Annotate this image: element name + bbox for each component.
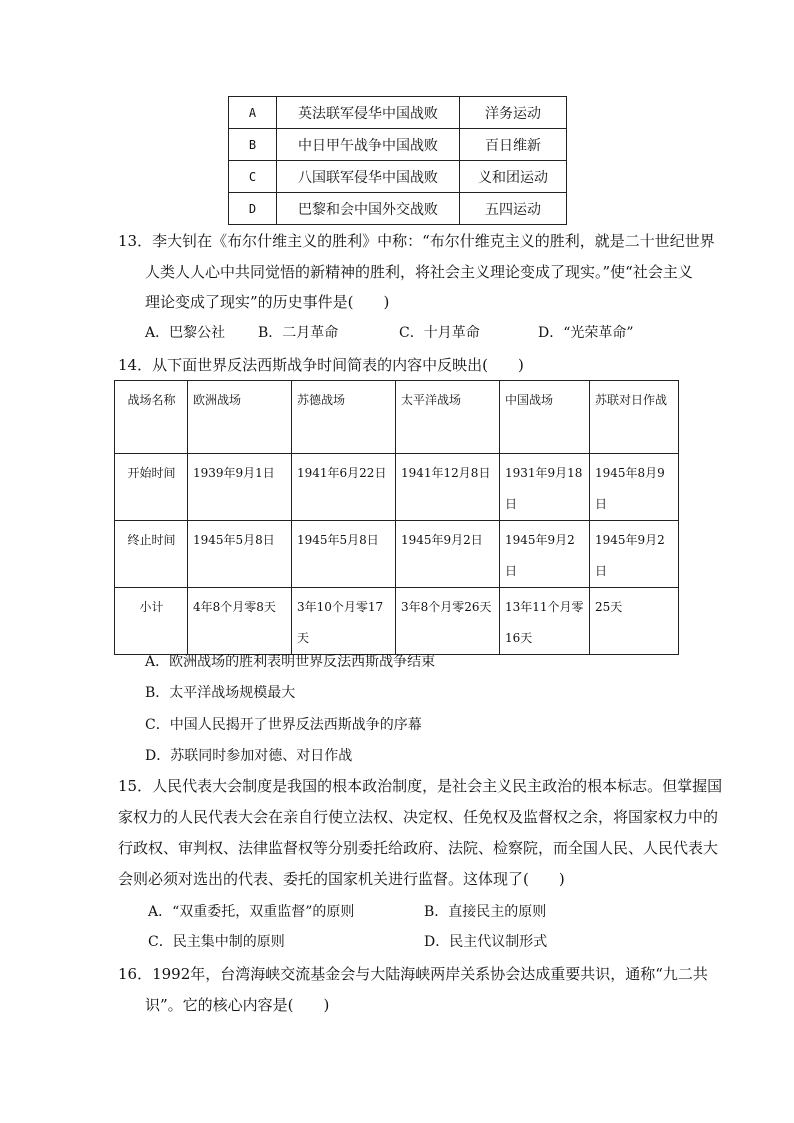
q13-stem-line2: 人类人人心中共同觉悟的新精神的胜利，将社会主义理论变成了现实。”使“社会主义	[145, 263, 693, 281]
q16-stem-line2: 识”。它的核心内容是( )	[145, 996, 330, 1014]
table-row	[115, 588, 679, 655]
movement-cell: 百日维新	[460, 129, 567, 161]
table-header-row	[115, 381, 679, 454]
table-cell: 1945年9月2日	[590, 521, 679, 588]
q13-stem-line1: 13．李大钊在《布尔什维主义的胜利》中称：“布尔什维克主义的胜利，就是二十世纪世界	[118, 232, 715, 250]
option-letter: A	[229, 97, 277, 129]
table-row	[115, 521, 679, 588]
table-cell: 1939年9月1日	[188, 454, 292, 521]
q14-stem: 14．从下面世界反法西斯战争时间简表的内容中反映出( )	[118, 356, 524, 374]
option-letter: D	[229, 193, 277, 225]
event-cell: 英法联军侵华中国战败	[277, 97, 460, 129]
q15-stem-line4: 会则必须对选出的代表、委托的国家机关进行监督。这体现了( )	[118, 870, 565, 888]
movement-cell: 义和团运动	[460, 161, 567, 193]
table-row	[115, 454, 679, 521]
q16-stem-line1: 16．1992年，台湾海峡交流基金会与大陆海峡两岸关系协会达成重要共识，通称“九二共	[118, 965, 708, 983]
table-cell: 1945年9月2日	[396, 521, 500, 588]
table-cell: 1945年8月9日	[590, 454, 679, 521]
q15-stem-line2: 家权力的人民代表大会在亲自行使立法权、决定权、任免权及监督权之余，将国家权力中的	[118, 808, 719, 826]
q15-stem-line1: 15．人民代表大会制度是我国的根本政治制度，是社会主义民主政治的根本标志。但掌握国	[118, 777, 723, 795]
event-cell: 巴黎和会中国外交战败	[277, 193, 460, 225]
q13-option-b[interactable]: B．二月革命	[258, 325, 339, 341]
table-row	[229, 129, 567, 161]
q13-option-c[interactable]: C．十月革命	[399, 325, 480, 341]
q15-stem-line3: 行政权、审判权、法律监督权等分别委托给政府、法院、检察院，而全国人民、人民代表大	[118, 839, 719, 857]
q15-option-d[interactable]: D．民主代议制形式	[424, 934, 548, 950]
header-cell: 欧洲战场	[188, 381, 292, 454]
q13-stem-line3: 理论变成了现实”的历史事件是( )	[145, 293, 390, 311]
options-table	[228, 96, 567, 225]
table-row	[229, 161, 567, 193]
option-letter: C	[229, 161, 277, 193]
q15-option-c[interactable]: C．民主集中制的原则	[148, 934, 285, 950]
event-cell: 中日甲午战争中国战败	[277, 129, 460, 161]
q14-option-c[interactable]: C．中国人民揭开了世界反法西斯战争的序幕	[145, 717, 422, 733]
q13-option-d[interactable]: D．“光荣革命”	[538, 325, 634, 341]
movement-cell: 五四运动	[460, 193, 567, 225]
header-cell: 战场名称	[115, 381, 188, 454]
q13-option-a[interactable]: A．巴黎公社	[145, 325, 226, 341]
q14-option-a[interactable]: A．欧洲战场的胜利表明世界反法西斯战争结束	[145, 654, 436, 670]
header-cell: 苏德战场	[292, 381, 396, 454]
table-cell: 13年11个月零16天	[500, 588, 590, 655]
header-cell: 中国战场	[500, 381, 590, 454]
row-label: 开始时间	[115, 454, 188, 521]
header-cell: 太平洋战场	[396, 381, 500, 454]
table-cell: 4年8个月零8天	[188, 588, 292, 655]
q14-option-b[interactable]: B．太平洋战场规模最大	[145, 685, 296, 701]
q14-option-d[interactable]: D．苏联同时参加对德、对日作战	[145, 748, 353, 764]
table-cell: 3年8个月零26天	[396, 588, 500, 655]
table-row	[229, 97, 567, 129]
q15-option-a[interactable]: A．“双重委托，双重监督”的原则	[148, 904, 355, 920]
table-cell: 3年10个月零17天	[292, 588, 396, 655]
event-cell: 八国联军侵华中国战败	[277, 161, 460, 193]
header-cell: 苏联对日作战	[590, 381, 679, 454]
war-timeline-table	[114, 380, 679, 655]
row-label: 小计	[115, 588, 188, 655]
table-cell: 1945年5月8日	[292, 521, 396, 588]
table-cell: 1945年9月2日	[500, 521, 590, 588]
table-cell: 1941年6月22日	[292, 454, 396, 521]
table-cell: 25天	[590, 588, 679, 655]
option-letter: B	[229, 129, 277, 161]
table-cell: 1945年5月8日	[188, 521, 292, 588]
movement-cell: 洋务运动	[460, 97, 567, 129]
row-label: 终止时间	[115, 521, 188, 588]
table-cell: 1931年9月18日	[500, 454, 590, 521]
table-cell: 1941年12月8日	[396, 454, 500, 521]
q15-option-b[interactable]: B．直接民主的原则	[424, 904, 547, 920]
table-row	[229, 193, 567, 225]
